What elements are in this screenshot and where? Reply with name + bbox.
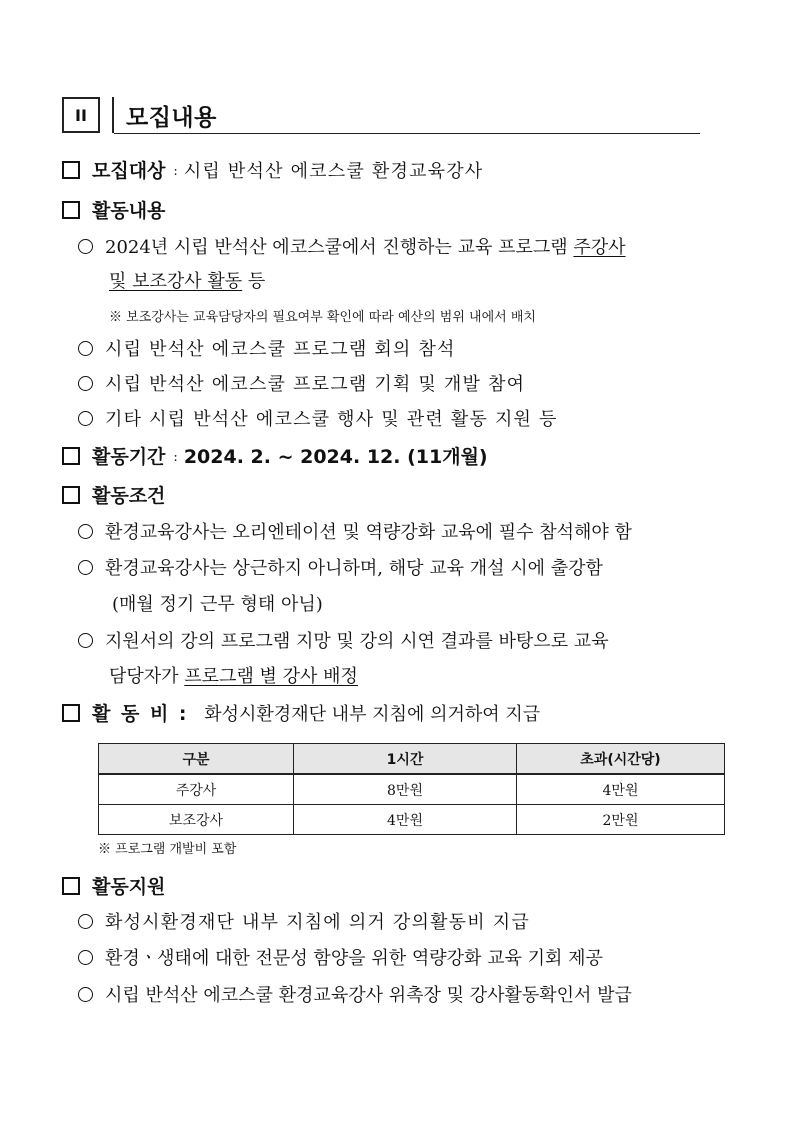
fee-table-header-row <box>99 744 725 775</box>
circle-bullet-icon <box>78 914 93 929</box>
activities-label: 활동내용 <box>92 200 166 222</box>
support-item-1 <box>78 911 530 935</box>
activities-item-4 <box>78 408 558 432</box>
conditions-item3-underlined: 프로그램 별 강사 배정 <box>184 666 358 687</box>
circle-bullet-icon <box>78 411 93 426</box>
fee-table-header: 1시간 <box>294 744 517 775</box>
circle-bullet-icon <box>78 987 93 1002</box>
circle-bullet-icon <box>78 341 93 356</box>
circle-bullet-icon <box>78 950 93 965</box>
period-separator: : <box>173 450 178 465</box>
fee-value: 화성시환경재단 내부 지침에 의거하여 지급 <box>204 704 541 725</box>
circle-bullet-icon <box>78 239 93 254</box>
fee-table <box>98 743 725 835</box>
checkbox-square-icon <box>62 161 80 179</box>
conditions-label: 활동조건 <box>92 485 166 507</box>
support-label: 활동지원 <box>92 876 166 898</box>
conditions-item-2-cont: (매월 정기 근무 형태 아님) <box>112 594 323 615</box>
section-number-box: II <box>62 97 100 133</box>
support-item1-text: 화성시환경재단 내부 지침에 의거 강의활동비 지급 <box>105 912 530 933</box>
support-item2-text: 환경ㆍ생태에 대한 전문성 함양을 위한 역량강화 교육 기회 제공 <box>105 948 603 969</box>
activities-item2-text: 시립 반석산 에코스쿨 프로그램 회의 참석 <box>105 339 456 360</box>
section-header <box>62 97 700 135</box>
period-label: 활동기간 <box>92 446 166 468</box>
circle-bullet-icon <box>78 524 93 539</box>
table-row <box>99 774 725 805</box>
section-underline <box>114 133 700 134</box>
activities-item1-underlined: 주강사 <box>573 237 626 258</box>
conditions-item-2 <box>78 557 603 581</box>
activities-item-2 <box>78 338 456 362</box>
conditions-item-3 <box>78 630 609 654</box>
circle-bullet-icon <box>78 633 93 648</box>
checkbox-square-icon <box>62 447 80 465</box>
table-cell: 보조강사 <box>99 805 294 835</box>
activities-item-1-cont <box>109 270 265 294</box>
conditions-item3-prefix: 담당자가 <box>109 666 185 687</box>
table-cell: 8만원 <box>294 774 517 805</box>
conditions-item3-text: 지원서의 강의 프로그램 지망 및 강의 시연 결과를 바탕으로 교육 <box>105 631 609 652</box>
activities-item1-suffix: 등 <box>242 271 266 292</box>
support-heading <box>62 875 165 900</box>
conditions-item-1 <box>78 521 632 545</box>
checkbox-square-icon <box>62 201 80 219</box>
support-item-3 <box>78 984 632 1008</box>
table-cell: 4만원 <box>294 805 517 835</box>
support-item3-text: 시립 반석산 에코스쿨 환경교육강사 위촉장 및 강사활동확인서 발급 <box>105 985 632 1006</box>
section-header-bar <box>112 97 114 133</box>
activities-note: ※ 보조강사는 교육담당자의 필요여부 확인에 따라 예산의 범위 내에서 배치 <box>109 310 536 325</box>
conditions-item2-text: 환경교육강사는 상근하지 아니하며, 해당 교육 개설 시에 출강함 <box>105 558 603 579</box>
circle-bullet-icon <box>78 376 93 391</box>
fee-row <box>62 702 540 727</box>
target-label: 모집대상 <box>92 160 166 182</box>
support-item-2 <box>78 947 603 971</box>
period-value: 2024. 2. ~ 2024. 12. (11개월) <box>183 446 488 468</box>
fee-note: ※ 프로그램 개발비 포함 <box>98 842 237 857</box>
activities-item4-text: 기타 시립 반석산 에코스쿨 행사 및 관련 활동 지원 등 <box>105 409 558 430</box>
table-cell: 4만원 <box>517 774 725 805</box>
checkbox-square-icon <box>62 486 80 504</box>
period-row <box>62 445 488 470</box>
activities-item1-text: 2024년 시립 반석산 에코스쿨에서 진행하는 교육 프로그램 <box>105 237 574 258</box>
conditions-item1-text: 환경교육강사는 오리엔테이션 및 역량강화 교육에 필수 참석해야 함 <box>105 522 632 543</box>
table-cell: 2만원 <box>517 805 725 835</box>
conditions-heading <box>62 484 165 509</box>
checkbox-square-icon <box>62 704 80 722</box>
activities-item1-underlined-2: 및 보조강사 활동 <box>109 271 243 292</box>
fee-table-header: 구분 <box>99 744 294 775</box>
activities-item3-text: 시립 반석산 에코스쿨 프로그램 기획 및 개발 참여 <box>105 374 526 395</box>
target-row <box>62 159 483 184</box>
table-cell: 주강사 <box>99 774 294 805</box>
fee-label: 활 동 비 : <box>92 703 189 725</box>
fee-table-header: 초과(시간당) <box>517 744 725 775</box>
checkbox-square-icon <box>62 877 80 895</box>
table-row <box>99 805 725 835</box>
target-value: 시립 반석산 에코스쿨 환경교육강사 <box>183 161 484 182</box>
activities-item-1 <box>78 236 626 260</box>
activities-item-3 <box>78 373 525 397</box>
section-title: 모집내용 <box>126 105 217 131</box>
circle-bullet-icon <box>78 560 93 575</box>
activities-heading <box>62 199 165 224</box>
conditions-item-3-cont <box>109 665 358 689</box>
target-separator: : <box>173 164 178 179</box>
